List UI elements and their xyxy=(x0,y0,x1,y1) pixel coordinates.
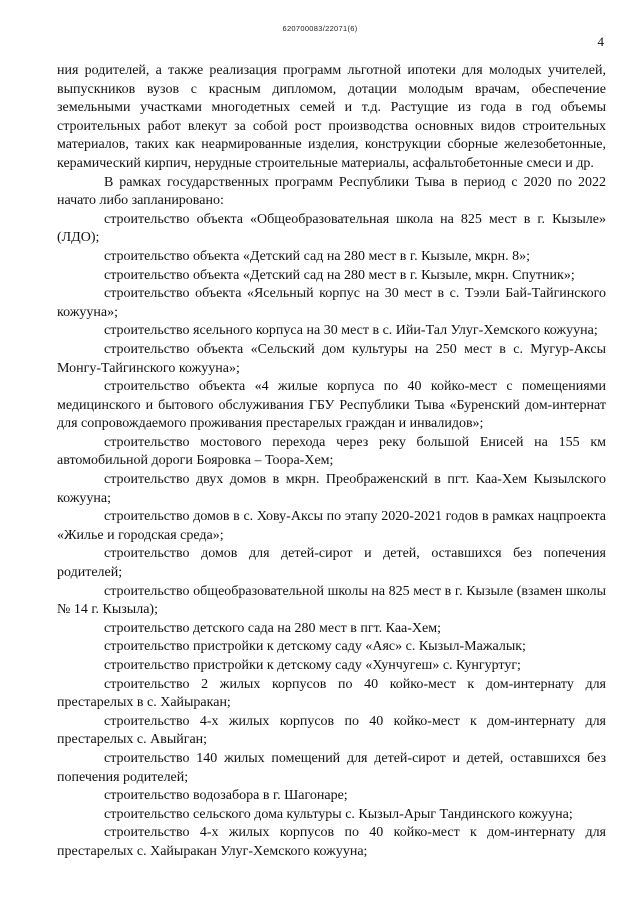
list-item: строительство объекта «Ясельный корпус на 30 мест в с. Тээли Бай-Тайгинского кожууна»; xyxy=(57,286,606,320)
list-item: строительство водозабора в г. Шагонаре; xyxy=(104,788,348,804)
list-item: строительство домов в с. Хову-Аксы по этапу 2020-2021 годов в рамках нацпроекта «Жилье и городская среда»; xyxy=(57,509,606,543)
page-number: 4 xyxy=(597,34,604,49)
document-number: 620700083/22071(6) xyxy=(282,24,358,33)
list-item: строительство объекта «Детский сад на 280 мест в г. Кызыле, мкрн. 8»; xyxy=(104,248,530,264)
list-item: строительство ясельного корпуса на 30 мест в с. Ийи-Тал Улуг-Хемского кожууна; xyxy=(104,323,598,339)
list-item: строительство общеобразовательной школы на 825 мест в г. Кызыле (взамен школы № 14 г. Кызыла); xyxy=(57,583,606,618)
list-item: строительство объекта «4 жилые корпуса по 40 койко-мест с помещениями медицинского и бытового обслуживания ГБУ Республики Тыва «Буренский дом-интернат для сопровождаемого проживания престарелых граждан и инвалидов»; xyxy=(57,379,606,432)
document-body xyxy=(57,62,606,862)
list-item: строительство 2 жилых корпусов по 40 койко-мест к дом-интернату для престарелых в с. Хайыракан; xyxy=(57,676,606,711)
list-item: строительство объекта «Сельский дом культуры на 250 мест в с. Мугур-Аксы Монгу-Тайгинского кожууна»; xyxy=(57,341,606,376)
list-item: строительство пристройки к детскому саду «Хунчугеш» с. Кунгуртуг; xyxy=(104,658,521,673)
list-item: строительство объекта «Детский сад на 280 мест в г. Кызыле, мкрн. Спутник»; xyxy=(104,267,575,283)
paragraph-continuation: ния родителей, а также реализация программ льготной ипотеки для молодых учителей, выпускников вузов с красным дипломом, дотации молодым врачам, обеспечение земельными участками многодетных семей и т.д. Растущие из года в год объемы строительных работ влекут за собой рост производства основных видов строительных материалов, таких как неармированные изделия, конструкции сборные железобетонные, керамический кирпич, нерудные строительные материалы, асфальтобетонные смеси и др. xyxy=(57,63,606,171)
list-item: строительство домов для детей-сирот и детей, оставшихся без попечения родителей; xyxy=(57,546,606,581)
list-item: строительство 140 жилых помещений для детей-сирот и детей, оставшихся без попечения родителей; xyxy=(57,750,606,785)
list-item: строительство детского сада на 280 мест в пгт. Каа-Хем; xyxy=(104,620,441,636)
list-item: строительство пристройки к детскому саду «Аяс» с. Кызыл-Мажалык; xyxy=(104,639,526,655)
list-item: строительство 4-х жилых корпусов по 40 койко-мест к дом-интернату для престарелых с. Хайыракан Улуг-Хемского кожууна; xyxy=(57,825,606,859)
paragraph-intro: В рамках государственных программ Республики Тыва в период с 2020 по 2022 начато либо запланировано: xyxy=(57,174,606,209)
list-item: строительство мостового перехода через реку большой Енисей на 155 км автомобильной дороги Бояровка – Тоора-Хем; xyxy=(57,434,606,469)
list-item: строительство двух домов в мкрн. Преображенский в пгт. Каа-Хем Кызылского кожууна; xyxy=(57,472,606,506)
list-item: строительство объекта «Общеобразовательная школа на 825 мест в г. Кызыле» (ЛДО); xyxy=(57,211,606,246)
list-item: строительство сельского дома культуры с. Кызыл-Арыг Тандинского кожууна; xyxy=(104,806,573,822)
list-item: строительство 4-х жилых корпусов по 40 койко-мест к дом-интернату для престарелых с. Авыйган; xyxy=(57,713,606,748)
